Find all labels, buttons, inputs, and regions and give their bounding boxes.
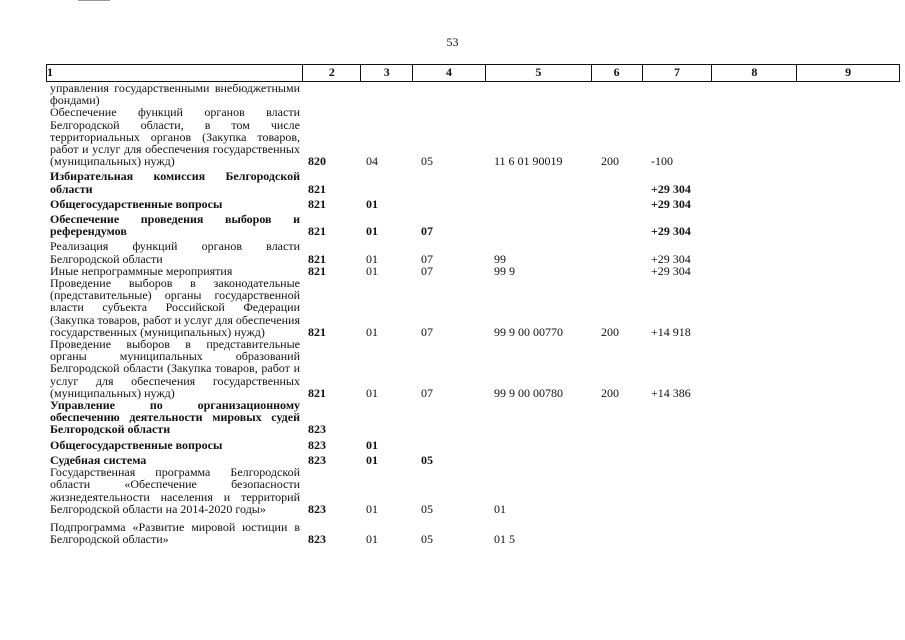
row-col-3: 01 bbox=[366, 324, 378, 339]
row-col-5: 11 6 01 90019 bbox=[494, 154, 563, 169]
row-col-2: 823 bbox=[308, 501, 326, 516]
row-col-7: +14 918 bbox=[651, 324, 691, 339]
row-description: Судебная система bbox=[50, 452, 147, 467]
header-col-3: 3 bbox=[361, 65, 413, 81]
row-col-3: 01 bbox=[366, 263, 378, 278]
row-description: Иные непрограммные мероприятия bbox=[50, 263, 233, 278]
row-col-3: 01 bbox=[366, 224, 378, 239]
row-description: Управление по организационному обеспечению деятельности мировых судей Белгородской области bbox=[50, 398, 300, 437]
row-col-3: 04 bbox=[366, 154, 378, 169]
table-row bbox=[46, 213, 900, 237]
row-col-7: +29 304 bbox=[651, 224, 691, 239]
row-col-4: 07 bbox=[421, 385, 433, 400]
row-description: управления государственными внебюджетными фондами) bbox=[50, 81, 300, 108]
row-col-5: 99 bbox=[494, 251, 506, 266]
row-col-5: 99 9 bbox=[494, 263, 515, 278]
row-col-2: 820 bbox=[308, 154, 326, 169]
row-col-3: 01 bbox=[366, 385, 378, 400]
row-col-4: 05 bbox=[421, 452, 433, 467]
row-col-6: 200 bbox=[601, 385, 619, 400]
table-row bbox=[46, 338, 900, 399]
row-description: Проведение выборов в представительные органы муниципальных образований Белгородской области (Закупка товаров, работ и услуг для обеспечения государственных (муниципальных) нужд) bbox=[50, 337, 300, 400]
row-col-3: 01 bbox=[366, 437, 378, 452]
row-col-5: 99 9 00 00780 bbox=[494, 385, 563, 400]
row-col-2: 821 bbox=[308, 385, 326, 400]
table-row bbox=[46, 198, 900, 210]
header-col-9: 9 bbox=[845, 65, 852, 79]
table-row bbox=[46, 170, 900, 194]
header-col-2: 2 bbox=[303, 65, 361, 81]
row-col-5: 01 bbox=[494, 501, 506, 516]
row-col-2: 823 bbox=[308, 437, 326, 452]
row-description: Государственная программа Белгородской области «Обеспечение безопасности жизнедеятельности населения и территорий Белгородской области на 2014-2020 годы» bbox=[50, 465, 300, 516]
row-col-2: 821 bbox=[308, 196, 326, 211]
row-col-6: 200 bbox=[601, 324, 619, 339]
row-col-3: 01 bbox=[366, 452, 378, 467]
row-col-3: 01 bbox=[366, 532, 378, 547]
row-col-6: 200 bbox=[601, 154, 619, 169]
row-description: Общегосударственные вопросы bbox=[50, 437, 223, 452]
table-row bbox=[46, 521, 900, 545]
row-description: Избирательная комиссия Белгородской области bbox=[50, 169, 300, 196]
row-col-2: 821 bbox=[308, 224, 326, 239]
row-col-4: 07 bbox=[421, 263, 433, 278]
row-col-2: 821 bbox=[308, 181, 326, 196]
row-col-7: +29 304 bbox=[651, 251, 691, 266]
row-col-2: 821 bbox=[308, 324, 326, 339]
row-col-4: 05 bbox=[421, 501, 433, 516]
row-col-3: 01 bbox=[366, 251, 378, 266]
row-col-7: -100 bbox=[651, 154, 673, 169]
header-col-4: 4 bbox=[413, 65, 486, 81]
header-col-1: 1 bbox=[47, 65, 303, 81]
header-col-8: 8 bbox=[712, 65, 797, 81]
row-col-4: 07 bbox=[421, 251, 433, 266]
row-col-3: 01 bbox=[366, 501, 378, 516]
table-body bbox=[46, 82, 900, 545]
header-col-5: 5 bbox=[486, 65, 592, 81]
row-col-5: 01 5 bbox=[494, 532, 515, 547]
row-description: Подпрограмма «Развитие мировой юстиции в Белгородской области» bbox=[50, 519, 300, 547]
row-description: Общегосударственные вопросы bbox=[50, 196, 223, 211]
row-col-2: 823 bbox=[308, 452, 326, 467]
row-col-4: 05 bbox=[421, 532, 433, 547]
row-description: Обеспечение проведения выборов и референдумов bbox=[50, 212, 300, 239]
table-row bbox=[46, 82, 900, 106]
row-col-4: 05 bbox=[421, 154, 433, 169]
row-col-7: +29 304 bbox=[651, 196, 691, 211]
row-col-4: 07 bbox=[421, 224, 433, 239]
row-col-2: 823 bbox=[308, 532, 326, 547]
row-col-7: +14 386 bbox=[651, 385, 691, 400]
top-rule bbox=[78, 0, 110, 1]
row-col-5: 99 9 00 00770 bbox=[494, 324, 563, 339]
header-col-7: 7 bbox=[643, 65, 713, 81]
row-col-7: +29 304 bbox=[651, 263, 691, 278]
table-row bbox=[46, 277, 900, 338]
row-col-2: 823 bbox=[308, 422, 326, 437]
table-row bbox=[46, 466, 900, 515]
row-description: Проведение выборов в законодательные (представительные) органы государственной власти субъекта Российской Федерации (Закупка товаров, работ и услуг для обеспечения государственных (муниципальных) нужд) bbox=[50, 276, 300, 339]
page-number: 53 bbox=[446, 35, 459, 49]
row-description: Реализация функций органов власти Белгородской области bbox=[50, 239, 300, 266]
row-col-2: 821 bbox=[308, 251, 326, 266]
row-col-7: +29 304 bbox=[651, 181, 691, 196]
table-row bbox=[46, 240, 900, 264]
table-row bbox=[46, 106, 900, 167]
table-row bbox=[46, 439, 900, 451]
row-col-4: 07 bbox=[421, 324, 433, 339]
row-description: Обеспечение функций органов власти Белгородской области, в том числе территориальных органов (Закупка товаров, работ и услуг для обеспечения государственных (муниципальных) нужд) bbox=[50, 105, 300, 169]
header-col-6: 6 bbox=[592, 65, 643, 81]
table-row bbox=[46, 399, 900, 436]
table-header bbox=[46, 64, 900, 82]
row-col-2: 821 bbox=[308, 263, 326, 278]
row-col-3: 01 bbox=[366, 196, 378, 211]
